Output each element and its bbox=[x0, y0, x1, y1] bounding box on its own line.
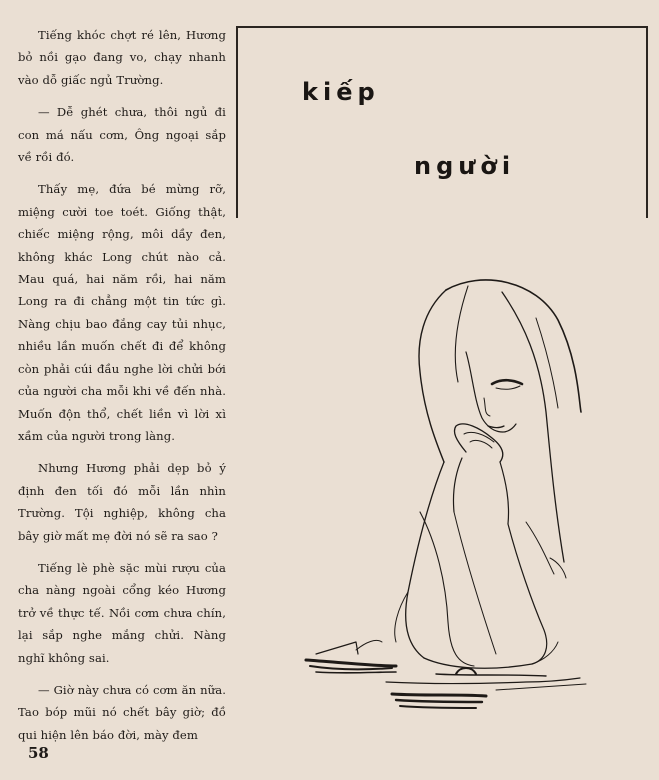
title-frame bbox=[236, 26, 648, 218]
paragraph-6: — Giờ này chưa có cơm ăn nữa. Tao bóp mũi nó chết bây giờ; đồ qui hiện lên báo đời, mày đem bbox=[18, 682, 226, 742]
page-number: 58 bbox=[28, 744, 49, 762]
title-word-2: người bbox=[414, 152, 516, 180]
story-text-column bbox=[18, 24, 226, 755]
ink-sketch-girl-illustration bbox=[296, 262, 596, 722]
paragraph-4: Nhưng Hương phải dẹp bỏ ý định đen tối đó mỗi lần nhìn Trường. Tội nghiệp, không cha bây giờ mất mẹ đời nó sẽ ra sao ? bbox=[18, 461, 226, 543]
paragraph-3: Thấy mẹ, đứa bé mừng rỡ, miệng cười toe toét. Giống thật, chiếc miệng rộng, môi dầy đen, không khác Long chút nào cả. Mau quá, hai năm rồi, hai năm Long ra đi chẳng một tin tức gì. Nàng chịu bao đắng cay tủi nhục, nhiều lần muốn chết đi để không còn phải cúi đầu nghe lời chửi bới của người cha mỗi khi về đến nhà. Muốn độn thổ, chết liền vì lời xì xầm của người trong làng. bbox=[18, 182, 226, 443]
paragraph-2: — Dễ ghét chưa, thôi ngủ đi con má nấu cơm, Ông ngoại sắp về rồi đó. bbox=[18, 105, 226, 165]
title-word-1: kiếp bbox=[302, 78, 380, 106]
paragraph-5: Tiếng lè phè sặc mùi rượu của cha nàng ngoài cổng kéo Hương trở về thực tế. Nồi cơm chưa chín, lại sắp nghe mắng chửi. Nàng nghĩ không sai. bbox=[18, 560, 226, 665]
paragraph-1: Tiếng khóc chợt ré lên, Hương bỏ nồi gạo đang vo, chạy nhanh vào dỗ giấc ngủ Trường. bbox=[18, 28, 226, 87]
